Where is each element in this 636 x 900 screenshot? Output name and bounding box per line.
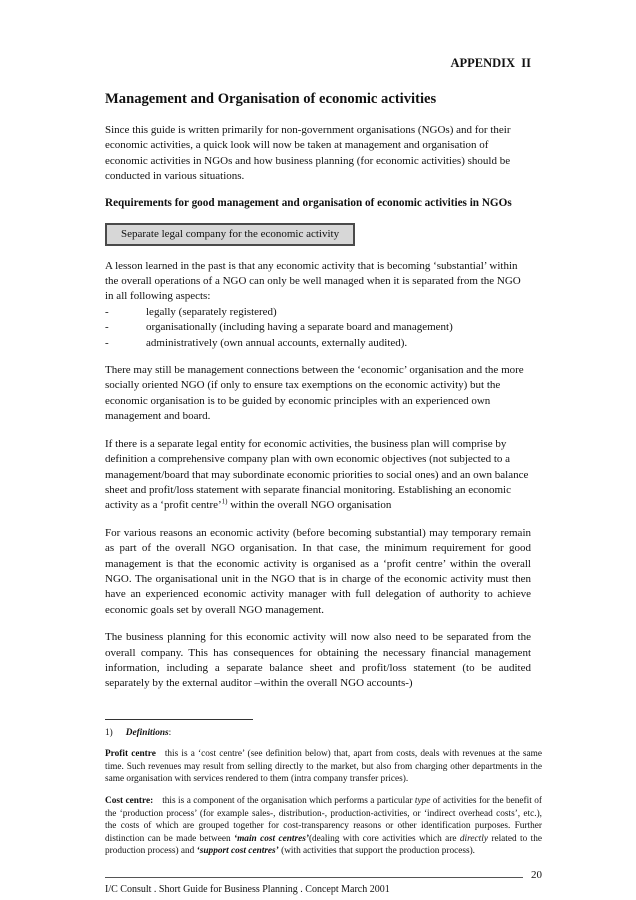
list-item-text: legally (separately registered) (146, 305, 277, 318)
list-item (105, 305, 531, 320)
footnote-separator (105, 719, 253, 720)
footnote-definitions-label: Definitions (125, 727, 169, 738)
dash-bullet: - (105, 336, 109, 349)
page-title: Management and Organisation of economic activities (105, 91, 437, 107)
footer-rule-row (105, 867, 542, 881)
list-item (105, 336, 531, 351)
paragraph-separate-entity (105, 437, 531, 514)
cost-centre-text: (with activities that support the production process). (278, 846, 476, 857)
footnote-marker: 1) (105, 727, 113, 738)
dash-bullet: - (105, 305, 109, 318)
cost-centre-text: this is a component of the organisation which performs a particular (162, 796, 415, 807)
footnote-section (105, 727, 542, 858)
profit-centre-term: Profit centre (105, 749, 156, 760)
paragraph-profit-centre: For various reasons an economic activity (before becoming substantial) may temporary remain as part of the overall NGO organisation. In that case, the minimum requirement for good management is that the economic activity is organised as a ‘profit centre’ within the overall NGO. The organisational unit in the NGO that is in charge of the economic activity must then have an experienced economic activity manager with full delegation of authority to achieve economic goals set by overall NGO management. (105, 526, 531, 616)
cost-centre-text: of activities for the benefit of the ‘production process’ (for example sales-, distribution-, production-activities, or ‘indirect overhead costs’, etc.), the costs of which are grouped together for cost-transparency reasons or other identification purposes. Further distinction can be made between (105, 796, 542, 844)
support-cost-centres-term: ‘support cost centres’ (196, 846, 279, 857)
separate-legal-company-box: Separate legal company for the economic activity (105, 223, 355, 246)
footer-rule (105, 867, 523, 878)
legal-box-wrapper (105, 223, 531, 259)
paragraph-text: If there is a separate legal entity for economic activities, the business plan will comprise by definition a comprehensive company plan with own economic objectives (not subjected to a management/board that may subordinate economic priorities to social ones) and an own balance sheet and profit/loss statement with separate financial monitoring. Establishing an economic activity as a ‘profit centre’ (105, 437, 529, 512)
page-number: 20 (531, 869, 542, 882)
footer-text: I/C Consult . Short Guide for Business Planning . Concept March 2001 (105, 884, 390, 896)
footnote-cost-centre (105, 795, 542, 857)
cost-centre-italic-type: type (414, 796, 431, 807)
footnote-profit-centre (105, 748, 542, 785)
profit-centre-text: this is a ‘cost centre’ (see definition below) that, apart from costs, deals with revenues at the same time. Such revenues may result from selling directly to the market, but also from charging other departments in the same organisation with services rendered to them (intra company transfer prices). (105, 749, 542, 784)
footnote-reference: 1) (221, 497, 228, 506)
cost-centre-text: (dealing with core activities which are (308, 833, 460, 844)
main-cost-centres-term: ‘main cost centres’ (233, 833, 309, 844)
intro-paragraph: Since this guide is written primarily for non-government organisations (NGOs) and for their economic activities, a quick look will now be taken at management and organisation of economic activities in NGOs and how business planning (for economic activities) should be conducted in various situations. (105, 124, 511, 183)
paragraph-text: within the overall NGO organisation (227, 499, 392, 512)
list-item-text: administratively (own annual accounts, externally audited). (146, 336, 408, 349)
cost-centre-italic-directly: directly (459, 833, 488, 844)
cost-centre-text: related to the production process) and (105, 833, 542, 857)
dash-bullet: - (105, 321, 109, 334)
footnote-definitions-line (105, 727, 542, 739)
paragraph-business-planning: The business planning for this economic activity will now also need to be separated from the overall company. This has consequences for obtaining the necessary financial management information, including a separate balance sheet and profit/loss statement (to be audited separately by the external auditor –within the overall NGO accounts-) (105, 631, 531, 690)
page-content (105, 56, 542, 896)
aspects-list (105, 305, 531, 351)
lesson-paragraph: A lesson learned in the past is that any economic activity that is becoming ‘substantial’ within the overall operations of a NGO can only be well managed when it is separated from the NGO in all following aspects: (105, 259, 521, 303)
list-item-text: organisationally (including having a separate board and management) (146, 321, 453, 334)
paragraph-connections: There may still be management connections between the ‘economic’ organisation and the more socially oriented NGO (if only to ensure tax exemptions on the economic activity) but the economic organisation is to be guided by economic principles with an experienced own management and board. (105, 364, 524, 423)
cost-centre-term: Cost centre: (105, 796, 154, 807)
section-subheading: Requirements for good management and organisation of economic activities in NGOs (105, 196, 512, 209)
footnote-definitions-colon: : (168, 727, 172, 738)
appendix-label: APPENDIX II (450, 56, 531, 70)
list-item (105, 320, 531, 335)
